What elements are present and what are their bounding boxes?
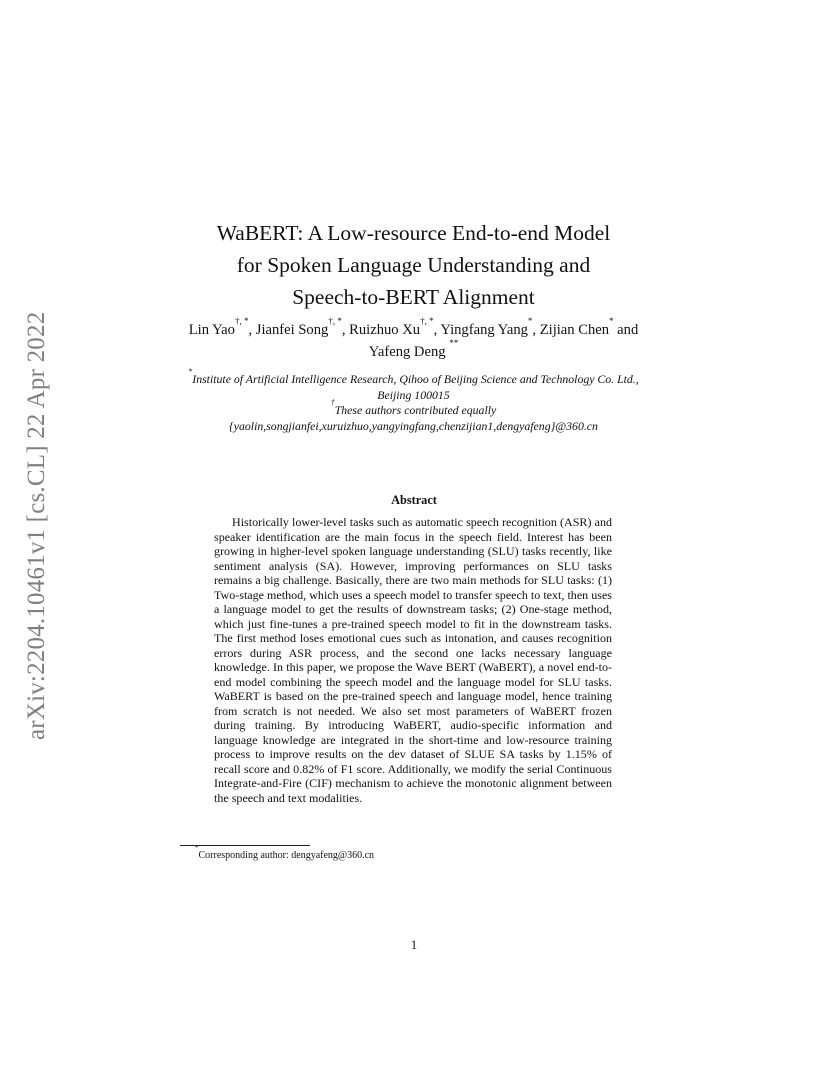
footnote-mark: * [195,844,199,853]
author-separator: , [341,322,350,338]
paper-title [170,217,657,313]
author-list [170,316,657,363]
author-marks: * [609,316,614,327]
author-name: Yingfang Yang [440,322,528,338]
abstract-heading: Abstract [391,493,437,507]
equal-contribution-text: These authors contributed equally [334,403,497,418]
author-separator: , [248,322,256,338]
equal-contribution-note [170,397,657,419]
title-line-2: for Spoken Language Understanding and [236,253,591,277]
author-marks: †, * [420,316,434,327]
footnote-divider [180,845,310,846]
author-marks: ** [449,338,459,349]
author-name: Zijian Chen [539,322,610,338]
affiliation-dagger-mark: † [330,397,335,407]
abstract-text: Historically lower-level tasks such as automatic speech recognition (ASR) and speaker identification are the main focus in the speech field. Interest has been growing in higher-level spoken language understanding (SLU) tasks recently, like sentiment analysis (SA). However, improving performances on SLU tasks remains a big challenge. Basically, there are two main methods for SLU tasks: (1) Two-stage method, which uses a speech model to transfer speech to text, then uses a language model to get the results of downstream tasks; (2) One-stage method, which just fine-tunes a pre-trained speech model to fit in the downstream tasks. The first method loses emotional cues such as intonation, and causes recognition errors during ASR process, and the second one lacks necessary language knowledge. In this paper, we propose the Wave BERT (WaBERT), a novel end-to-end model combining the speech model and the language model for SLU tasks. WaBERT is based on the pre-trained speech and language model, hence training from scratch is not needed. We also set most parameters of WaBERT frozen during training. By introducing WaBERT, audio-specific information and language knowledge are integrated in the short-time and low-resource training process to improve results on the dev dataset of SLUE SA tasks by 1.15% of recall score and 0.82% of F1 score. Additionally, we modify the serial Continuous Integrate-and-Fire (CIF) mechanism to achieve the monotonic alignment between the speech and text modalities. [214,515,612,805]
corresponding-author-footnote [195,844,575,862]
title-line-1: WaBERT: A Low-resource End-to-end Model [216,221,611,245]
footnote-text: Corresponding author: dengyafeng@360.cn [198,850,375,861]
author-name: Yafeng Deng [368,344,450,360]
affiliation-institute [170,366,657,403]
author-marks: †, * [328,316,342,327]
author-separator: , [532,322,540,338]
author-marks: †, * [234,316,249,327]
author-marks: * [527,316,533,327]
author-separator: , [433,322,441,338]
author-separator: and [613,322,639,338]
institute-text: Institute of Artificial Intelligence Research, Qihoo of Beijing Science and Technology Co. Ltd., Beijing 100015 [192,372,639,402]
affiliation-star-mark: * [188,366,193,376]
arxiv-identifier-stamp: arXiv:2204.10461v1 [cs.CL] 22 Apr 2022 [23,311,50,740]
affiliation-block [170,366,657,434]
page-number: 1 [410,938,418,952]
author-name: Jianfei Song [255,322,329,338]
author-emails: {yaolin,songjianfei,xuruizhuo,yangyingfang,chenzijian1,dengyafeng}@360.cn [229,418,598,433]
author-name: Ruizhuo Xu [349,322,421,338]
author-name: Lin Yao [188,322,235,338]
title-line-3: Speech-to-BERT Alignment [292,285,535,309]
